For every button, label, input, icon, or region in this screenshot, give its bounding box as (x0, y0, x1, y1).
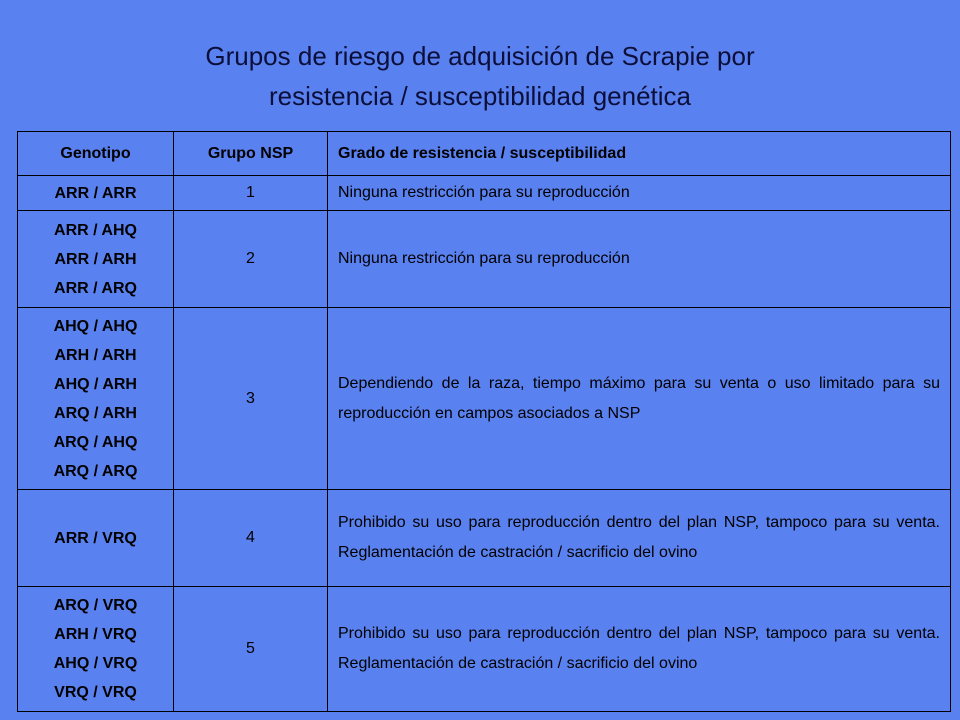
genotype-cell (18, 490, 174, 587)
genotype: ARH / ARH (54, 346, 137, 364)
genotype: ARH / VRQ (54, 626, 137, 643)
title-line-2: resistencia / susceptibilidad genética (268, 81, 692, 111)
grade-cell: Ninguna restricción para su reproducción (328, 211, 951, 308)
table-row (18, 176, 951, 211)
genotype: AHQ / AHQ (53, 317, 138, 335)
grade-cell: Prohibido su uso para reproducción dentro del plan NSP, tampoco para su venta. Reglamentación de castración / sacrificio del ovino (328, 587, 951, 712)
group-cell: 4 (174, 490, 328, 587)
genotype: ARR / ARH (54, 250, 137, 268)
genotype: AHQ / VRQ (53, 655, 138, 672)
group-cell: 5 (174, 587, 328, 712)
group-cell: 2 (174, 211, 328, 308)
genotype: ARR / VRQ (54, 529, 137, 547)
genotype: ARQ / ARH (54, 404, 137, 422)
genotype: ARR / ARR (54, 184, 137, 202)
group-cell: 3 (174, 308, 328, 490)
table-row (18, 587, 951, 712)
table-row (18, 490, 951, 587)
genotype-cell (18, 211, 174, 308)
genotype-cell (18, 176, 174, 211)
genotype: ARR / AHQ (54, 221, 137, 239)
table-row (18, 308, 951, 490)
header-grado: Grado de resistencia / susceptibilidad (328, 132, 951, 176)
genotype: ARQ / ARQ (53, 462, 138, 480)
header-grupo-nsp: Grupo NSP (174, 132, 328, 176)
genotype: ARQ / AHQ (53, 433, 138, 451)
genotype: ARQ / VRQ (53, 597, 138, 614)
grade-cell: Dependiendo de la raza, tiempo máximo para su venta o uso limitado para su reproducción en campos asociados a NSP (328, 308, 951, 490)
table-row (18, 211, 951, 308)
genotype-cell (18, 587, 174, 712)
grade-cell: Ninguna restricción para su reproducción (328, 176, 951, 211)
genotype: AHQ / ARH (54, 375, 137, 393)
slide-title (0, 36, 960, 116)
grade-cell: Prohibido su uso para reproducción dentro del plan NSP, tampoco para su venta. Reglamentación de castración / sacrificio del ovino (328, 490, 951, 587)
genotype-cell (18, 308, 174, 490)
genotype: ARR / ARQ (54, 279, 137, 297)
table-header-row (18, 132, 951, 176)
group-cell: 1 (174, 176, 328, 211)
risk-groups-table (17, 131, 951, 712)
genotype: VRQ / VRQ (54, 684, 137, 701)
title-line-1: Grupos de riesgo de adquisición de Scrapie por (205, 41, 755, 71)
header-genotipo: Genotipo (18, 132, 174, 176)
